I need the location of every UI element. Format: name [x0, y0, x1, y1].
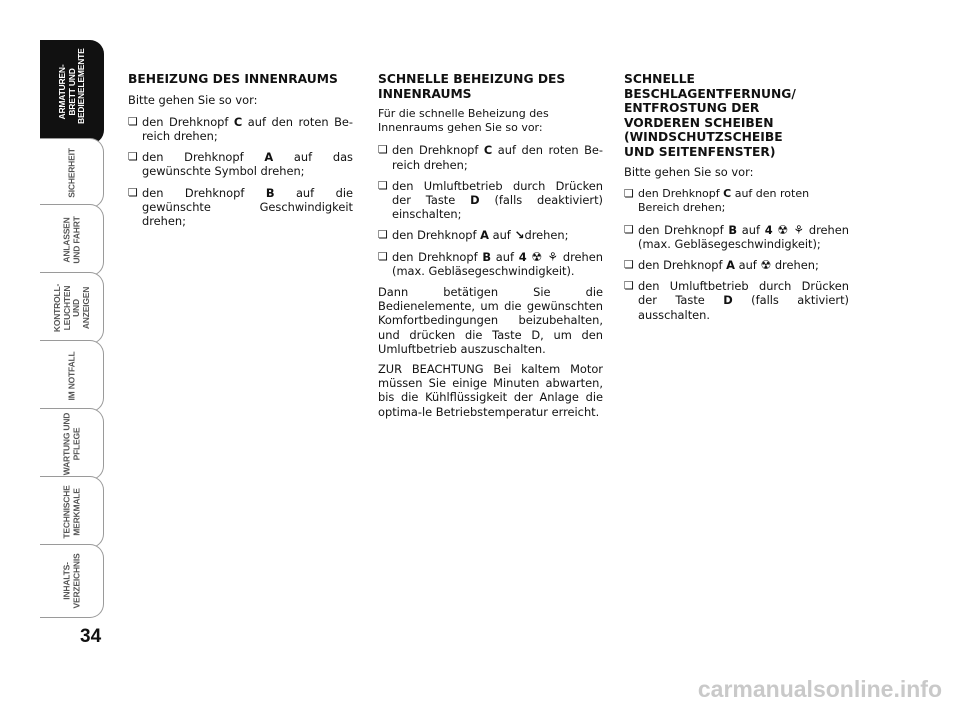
- list-item: ❏ den Drehknopf C auf den roten Be-reich drehen;: [128, 115, 353, 143]
- list-item: ❏ den Drehknopf A auf ↘drehen;: [378, 228, 603, 242]
- tab-sicherheit[interactable]: SICHERHEIT: [40, 138, 104, 208]
- watermark: carmanualsonline.info: [697, 676, 942, 702]
- list-item: ❏ den Drehknopf C auf den roten Be-reich drehen;: [378, 143, 603, 171]
- list-item: ❏ den Drehknopf A auf das gewünschte Symbol drehen;: [128, 150, 353, 178]
- body-paragraph: Dann betätigen Sie die Bedienelemente, um die gewünschten Komfortbedingungen beizubehalten, und drücken die Taste D, um den Umluftbetrieb auszuschalten.: [378, 285, 603, 356]
- list-item: ❏ den Umluftbetrieb durch Drücken der Taste D (falls deaktiviert) einschalten;: [378, 179, 603, 222]
- section-title: BEHEIZUNG DES INNENRAUMS: [128, 72, 338, 86]
- list-item: ❏ den Drehknopf C auf den roten Bereich drehen;: [624, 187, 849, 215]
- step-list: [378, 143, 603, 278]
- tab-inhaltsverzeichnis[interactable]: INHALTS- VERZEICHNIS: [40, 544, 104, 618]
- list-item: ❏ den Umluftbetrieb durch Drücken der Taste D (falls aktiviert) ausschalten.: [624, 279, 849, 322]
- list-item: ❏ den Drehknopf A auf ☢ drehen;: [624, 258, 849, 272]
- list-item: ❏ den Drehknopf B auf 4 ☢ ⚘ drehen (max. Gebläsegeschwindigkeit).: [378, 250, 603, 278]
- page-number: 34: [80, 626, 102, 647]
- step-list: [624, 187, 849, 322]
- section-tab-strip: [40, 0, 112, 640]
- section-title: SCHNELLE BEHEIZUNG DES INNENRAUMS: [378, 72, 566, 101]
- tab-wartung-pflege[interactable]: WARTUNG UND PFLEGE: [40, 408, 104, 480]
- section-beschlagentfernung: [624, 72, 849, 329]
- tab-armaturenbrett[interactable]: ARMATUREN- BRETT UND BEDIENELEMENTE: [40, 40, 104, 144]
- max-fan-icon: ☢ ⚘: [777, 222, 805, 237]
- intro-text: Für die schnelle Beheizung des Innenraums gehen Sie so vor:: [378, 107, 549, 135]
- section-title: SCHNELLE BESCHLAGENTFERNUNG/ ENTFROSTUNG DER VORDEREN SCHEIBEN (WINDSCHUTZSCHEIBE UND SEITENFENSTER): [624, 72, 796, 159]
- footwell-icon: ↘: [514, 228, 525, 243]
- tab-anlassen-fahrt[interactable]: ANLASSEN UND FAHRT: [40, 204, 104, 276]
- section-schnelle-beheizung: [378, 72, 603, 425]
- list-item: ❏ den Drehknopf B auf die gewünschte Geschwindigkeit drehen;: [128, 186, 353, 229]
- max-fan-icon: ☢ ⚘: [531, 249, 559, 264]
- windscreen-defrost-icon: ☢: [760, 258, 772, 273]
- note-paragraph: ZUR BEACHTUNG Bei kaltem Motor müssen Sie einige Minuten abwarten, bis die Kühlflüssigkeit der Anlage die optima-le Betriebstemperatur erreicht.: [378, 362, 603, 419]
- tab-im-notfall[interactable]: IM NOTFALL: [40, 340, 104, 412]
- list-item: ❏ den Drehknopf B auf 4 ☢ ⚘ drehen (max. Gebläsegeschwindigkeit);: [624, 223, 849, 251]
- tab-kontrollleuchten[interactable]: KONTROLL- LEUCHTEN UND ANZEIGEN: [40, 272, 104, 344]
- tab-technische-merkmale[interactable]: TECHNISCHE MERKMALE: [40, 476, 104, 548]
- intro-text: Bitte gehen Sie so vor:: [128, 92, 258, 107]
- intro-text: Bitte gehen Sie so vor:: [624, 165, 754, 179]
- section-beheizung: [128, 72, 353, 235]
- step-list: [128, 115, 353, 228]
